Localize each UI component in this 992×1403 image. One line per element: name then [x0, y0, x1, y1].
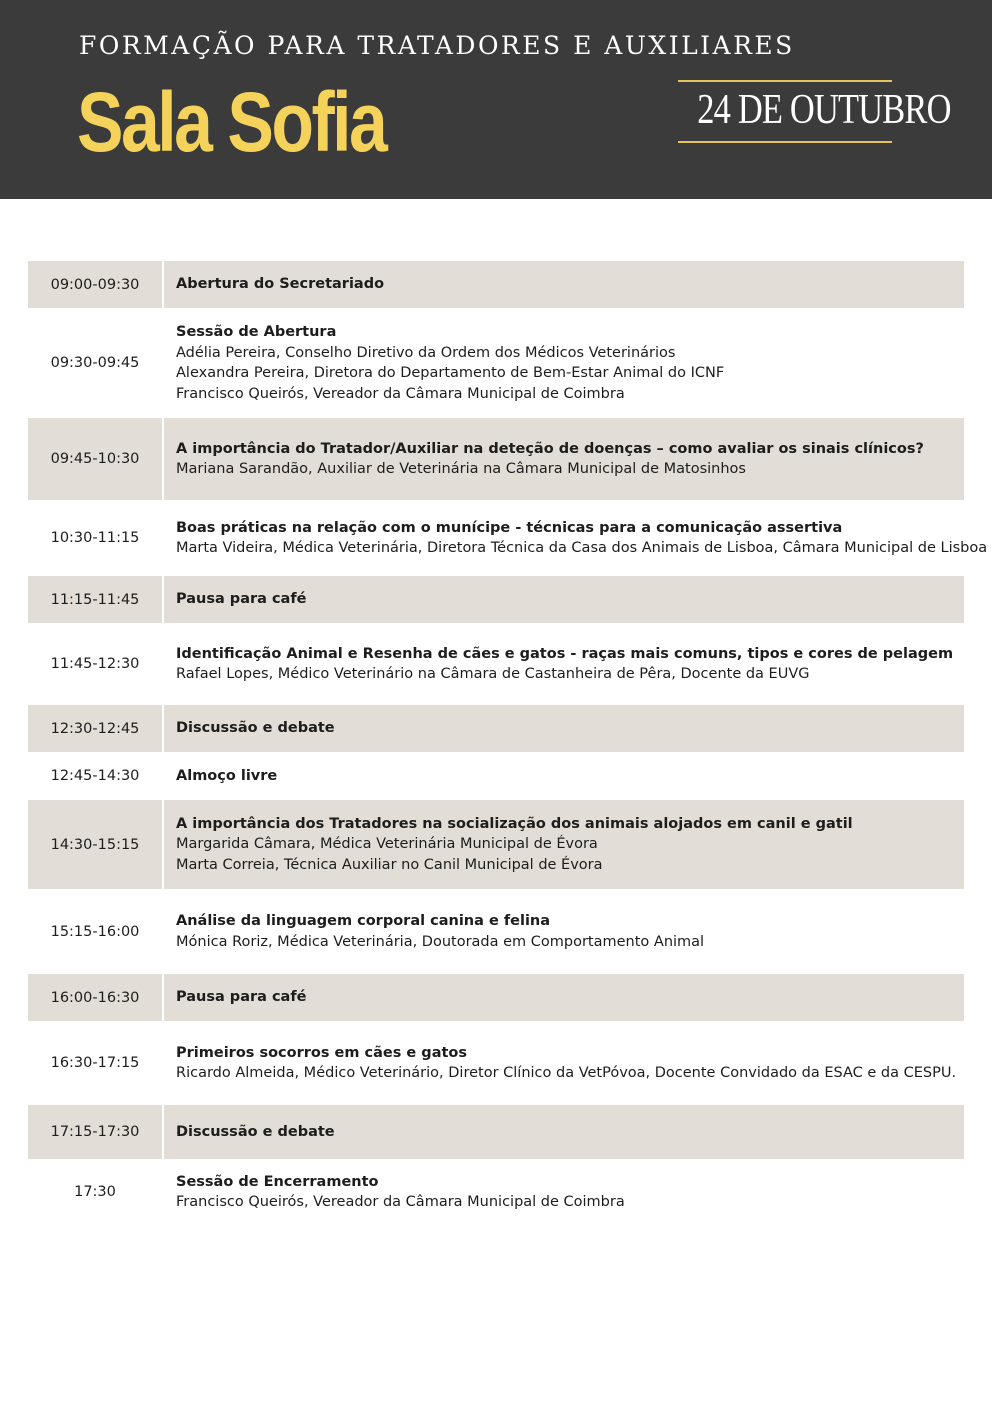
column-divider: [162, 500, 164, 576]
column-divider: [162, 705, 164, 752]
column-divider: [162, 752, 164, 800]
speaker-line: Francisco Queirós, Vereador da Câmara Municipal de Coimbra: [176, 385, 625, 402]
session-time: 15:15-16:00: [50, 923, 140, 940]
session-time: 14:30-15:15: [50, 836, 140, 853]
page-header: [0, 0, 992, 199]
session-time: 17:15-17:30: [50, 1124, 140, 1140]
session-title: Pausa para café: [176, 591, 307, 608]
session-details: [176, 889, 956, 974]
schedule-row: [28, 800, 964, 889]
session-details: [176, 800, 956, 889]
column-divider: [162, 418, 164, 500]
session-details: [176, 1159, 956, 1225]
column-divider: [162, 623, 164, 705]
session-title: Discussão e debate: [176, 1123, 335, 1140]
column-divider: [162, 1159, 164, 1225]
speaker-line: Francisco Queirós, Vereador da Câmara Municipal de Coimbra: [176, 1194, 625, 1210]
column-divider: [162, 974, 164, 1021]
session-time: 17:30: [74, 1184, 116, 1200]
date-bottom-rule: [678, 141, 892, 143]
session-title: Discussão e debate: [176, 720, 335, 737]
session-title: Sessão de Encerramento: [176, 1173, 379, 1190]
column-divider: [162, 261, 164, 308]
speaker-line: Mónica Roriz, Médica Veterinária, Doutorada em Comportamento Animal: [176, 933, 705, 950]
session-time: 12:30-12:45: [50, 720, 140, 737]
schedule-row: [28, 889, 964, 974]
session-time: 09:00-09:30: [50, 276, 140, 293]
speaker-line: Marta Videira, Médica Veterinária, Diretora Técnica da Casa dos Animais de Lisboa, Câmara Municipal de Lisboa: [176, 540, 988, 556]
schedule-row: [28, 261, 964, 308]
session-title: A importância dos Tratadores na socialização dos animais alojados em canil e gatil: [176, 815, 853, 832]
event-date: 24 DE OUTUBRO: [697, 87, 951, 133]
session-details: [176, 974, 956, 1021]
speaker-line: Mariana Sarandão, Auxiliar de Veterinária na Câmara Municipal de Matosinhos: [176, 461, 746, 477]
column-divider: [162, 1105, 164, 1159]
schedule-row: [28, 418, 964, 500]
column-divider: [162, 800, 164, 889]
session-title: Sessão de Abertura: [176, 324, 337, 340]
schedule-row: [28, 500, 988, 576]
session-details: [176, 418, 956, 500]
session-time: 10:30-11:15: [50, 530, 140, 546]
session-title: Boas práticas na relação com o munícipe - técnicas para a comunicação assertiva: [176, 519, 843, 536]
room-title: Sala Sofia: [77, 75, 386, 169]
speaker-line: Marta Correia, Técnica Auxiliar no Canil Municipal de Évora: [176, 856, 603, 873]
schedule-row: [28, 974, 964, 1021]
schedule-row: [28, 576, 964, 623]
session-time: 09:45-10:30: [50, 451, 140, 467]
speaker-line: Margarida Câmara, Médica Veterinária Municipal de Évora: [176, 836, 598, 853]
schedule-row: [28, 705, 964, 752]
session-time: 16:00-16:30: [50, 989, 140, 1006]
schedule-row: [28, 752, 964, 800]
column-divider: [162, 1021, 164, 1105]
session-title: Primeiros socorros em cães e gatos: [176, 1044, 467, 1061]
session-details: [176, 1021, 956, 1105]
session-details: [176, 261, 956, 308]
session-details: [176, 1105, 956, 1159]
schedule-row: [28, 308, 964, 418]
schedule-row: [28, 1159, 964, 1225]
session-title: Almoço livre: [176, 767, 278, 784]
column-divider: [162, 889, 164, 974]
session-time: 16:30-17:15: [50, 1055, 140, 1071]
session-details: [176, 576, 956, 623]
session-time: 11:15-11:45: [50, 591, 140, 608]
session-details: [176, 623, 956, 705]
session-time: 12:45-14:30: [50, 768, 140, 784]
schedule-row: [28, 1021, 964, 1105]
session-title: Identificação Animal e Resenha de cães e gatos - raças mais comuns, tipos e cores de pelagem: [176, 645, 954, 662]
column-divider: [162, 576, 164, 623]
date-top-rule: [678, 80, 892, 82]
session-title: Abertura do Secretariado: [176, 276, 385, 293]
schedule-row: [28, 1105, 964, 1159]
speaker-line: Alexandra Pereira, Diretora do Departamento de Bem-Estar Animal do ICNF: [176, 365, 725, 381]
session-details: [176, 752, 956, 800]
column-divider: [162, 308, 164, 418]
session-time: 09:30-09:45: [50, 355, 140, 371]
session-time: 11:45-12:30: [50, 656, 140, 672]
session-details: [176, 308, 956, 418]
session-details: [176, 500, 988, 576]
session-title: A importância do Tratador/Auxiliar na deteção de doenças – como avaliar os sinais clínicos?: [176, 440, 924, 457]
session-title: Análise da linguagem corporal canina e felina: [176, 913, 551, 929]
session-details: [176, 705, 956, 752]
session-title: Pausa para café: [176, 989, 307, 1006]
schedule-row: [28, 623, 964, 705]
event-subtitle: FORMAÇÃO PARA TRATADORES E AUXILIARES: [79, 31, 795, 60]
speaker-line: Ricardo Almeida, Médico Veterinário, Diretor Clínico da VetPóvoa, Docente Convidado da ESAC e da CESPU.: [176, 1065, 957, 1081]
speaker-line: Adélia Pereira, Conselho Diretivo da Ordem dos Médicos Veterinários: [176, 344, 676, 361]
speaker-line: Rafael Lopes, Médico Veterinário na Câmara de Castanheira de Pêra, Docente da EUVG: [176, 666, 810, 682]
